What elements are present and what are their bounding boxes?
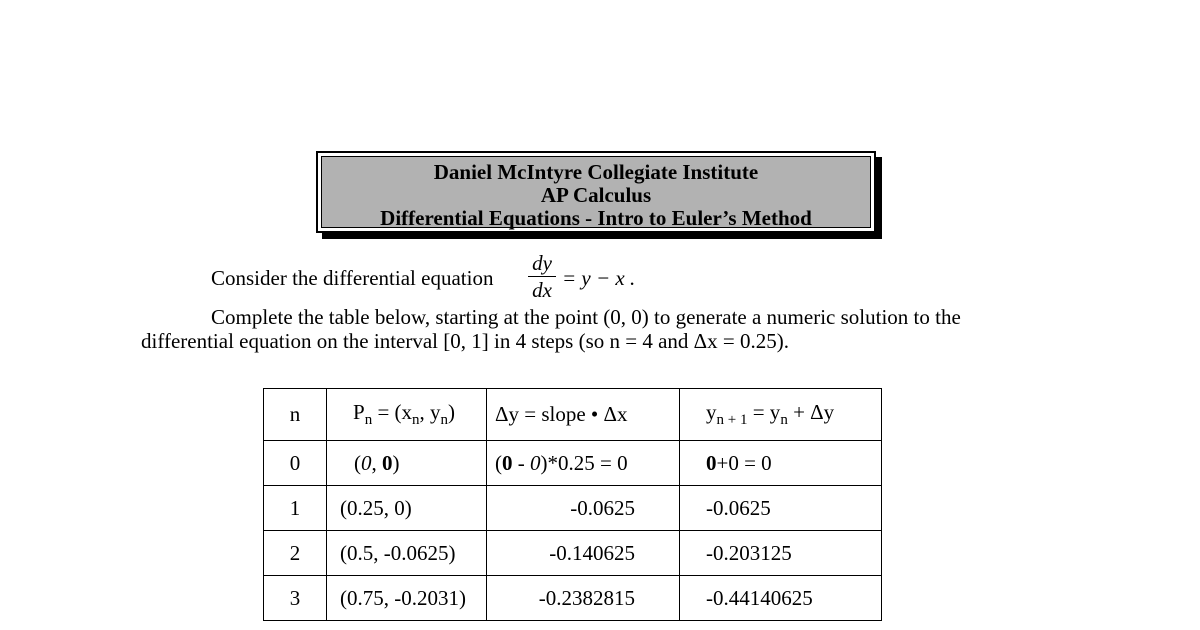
header-n: n (264, 389, 327, 441)
cell-delta-y: -0.2382815 (487, 576, 680, 621)
cell-point: (0.75, -0.2031) (327, 576, 487, 621)
cell-n: 2 (264, 531, 327, 576)
cell-y-rest: +0 = 0 (716, 450, 772, 475)
cell-y-bold: 0 (706, 450, 717, 475)
header-next-y-sub2: n (780, 412, 788, 429)
course-name: AP Calculus (540, 183, 652, 207)
cell-point (327, 441, 487, 486)
cell-next-y: -0.44140625 (680, 576, 882, 621)
cell-point: (0.5, -0.0625) (327, 531, 487, 576)
cell-dy-bold: 0 (502, 450, 513, 475)
instruction-line-2: differential equation on the interval [0, 1] in 4 steps (so n = 4 and Δx = 0.25). (141, 329, 789, 353)
fraction-denominator: dx (532, 278, 552, 302)
cell-point: (0.25, 0) (327, 486, 487, 531)
school-name: Daniel McIntyre Collegiate Institute (433, 160, 759, 184)
header-point-sub: n (364, 412, 373, 429)
header-point-comma: , y (419, 399, 441, 424)
header-point-eq: = (x (372, 399, 413, 424)
cell-next-y (680, 441, 882, 486)
header-next-y-sub: n + 1 (716, 412, 748, 429)
intro-text: Consider the differential equation (211, 266, 494, 290)
header-next-y (680, 389, 882, 441)
equation-rhs-text: = y − x . (562, 266, 636, 290)
fraction-numerator: dy (532, 251, 552, 275)
cell-dy-rest: - (512, 450, 530, 475)
cell-delta-y: -0.0625 (487, 486, 680, 531)
cell-n: 3 (264, 576, 327, 621)
cell-delta-y (487, 441, 680, 486)
header-next-y-rest: + Δy (787, 399, 835, 424)
cell-dy-open: ( (495, 450, 502, 475)
table-row (264, 486, 882, 531)
cell-dy-tail: )*0.25 = 0 (540, 450, 628, 475)
header-point-close: ) (448, 399, 456, 424)
cell-point-open: ( (354, 450, 361, 475)
header-point-sub3: n (440, 412, 449, 429)
table-row (264, 441, 882, 486)
instruction-line-1: Complete the table below, starting at the point (0, 0) to generate a numeric solution to the (211, 305, 961, 329)
cell-point-x: 0 (361, 450, 372, 475)
cell-n: 0 (264, 441, 327, 486)
table-row (264, 576, 882, 621)
cell-n: 1 (264, 486, 327, 531)
fraction-bar (528, 276, 556, 277)
cell-dy-ital: 0 (530, 450, 541, 475)
title-box (316, 151, 876, 233)
table-header-row (264, 389, 882, 441)
cell-next-y: -0.0625 (680, 486, 882, 531)
header-delta-y: Δy = slope • Δx (487, 389, 680, 441)
derivative-fraction (528, 251, 556, 302)
header-next-y-eq: = y (747, 399, 781, 424)
cell-point-y: 0 (382, 450, 393, 475)
equation-rhs (562, 266, 635, 291)
cell-point-close: ) (392, 450, 400, 475)
topic-title: Differential Equations - Intro to Euler’s Method (380, 206, 812, 230)
header-point-sub2: n (412, 412, 420, 429)
cell-next-y: -0.203125 (680, 531, 882, 576)
cell-delta-y: -0.140625 (487, 531, 680, 576)
euler-table (263, 388, 882, 621)
title-box-inner (321, 156, 871, 228)
header-point (327, 389, 487, 441)
header-next-y-lhs: y (706, 399, 717, 424)
table-row (264, 531, 882, 576)
header-point-p: P (353, 399, 365, 424)
cell-point-comma: , (371, 450, 382, 475)
